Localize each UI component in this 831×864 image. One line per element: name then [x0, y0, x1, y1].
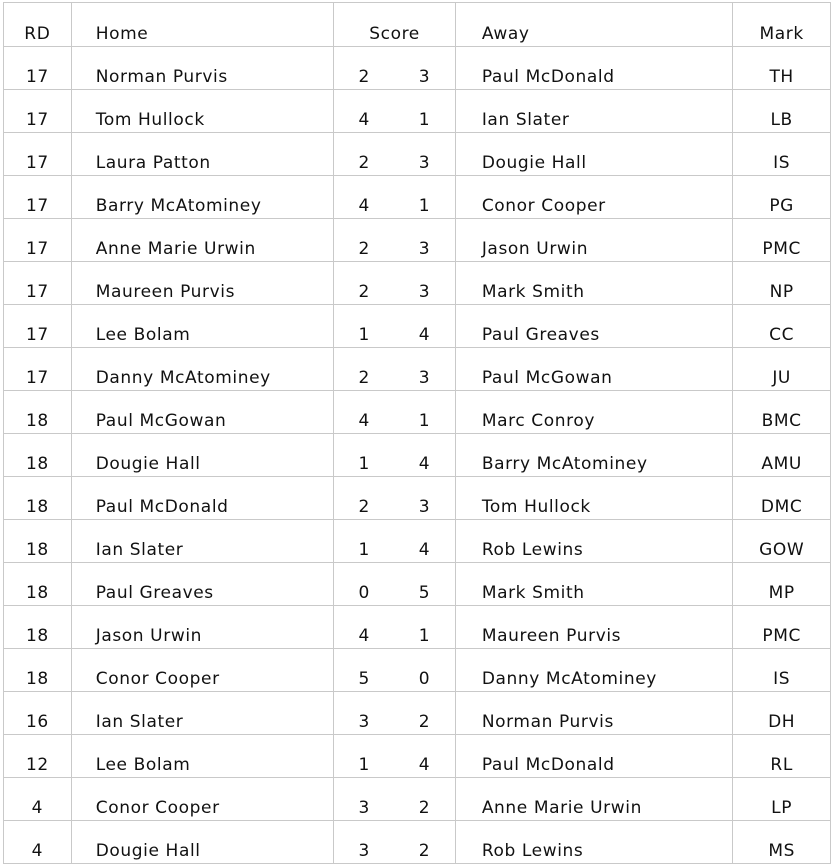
cell-away-score: 3 [394, 477, 455, 520]
cell-rd: 17 [4, 47, 72, 90]
cell-home-score: 4 [334, 606, 394, 649]
cell-away-score: 0 [394, 649, 455, 692]
header-away: Away [455, 3, 732, 47]
cell-home-score: 2 [334, 47, 394, 90]
cell-mark: PG [733, 176, 831, 219]
table-row [4, 434, 831, 477]
cell-rd: 18 [4, 606, 72, 649]
cell-home-score: 1 [334, 520, 394, 563]
cell-home-player: Norman Purvis [71, 47, 334, 90]
cell-home-player: Conor Cooper [71, 649, 334, 692]
cell-rd: 4 [4, 778, 72, 821]
cell-home-score: 2 [334, 262, 394, 305]
table-row [4, 821, 831, 864]
cell-rd: 17 [4, 133, 72, 176]
cell-away-player: Paul McGowan [455, 348, 732, 391]
cell-away-player: Danny McAtominey [455, 649, 732, 692]
cell-mark: CC [733, 305, 831, 348]
cell-home-player: Lee Bolam [71, 735, 334, 778]
cell-away-player: Ian Slater [455, 90, 732, 133]
cell-away-score: 2 [394, 821, 455, 864]
cell-rd: 18 [4, 649, 72, 692]
cell-away-score: 2 [394, 692, 455, 735]
cell-away-score: 3 [394, 262, 455, 305]
cell-away-player: Rob Lewins [455, 520, 732, 563]
cell-mark: MP [733, 563, 831, 606]
cell-away-score: 4 [394, 305, 455, 348]
cell-home-player: Dougie Hall [71, 434, 334, 477]
cell-mark: IS [733, 649, 831, 692]
table-row [4, 90, 831, 133]
cell-home-player: Dougie Hall [71, 821, 334, 864]
cell-home-score: 3 [334, 778, 394, 821]
cell-mark: GOW [733, 520, 831, 563]
cell-home-player: Tom Hullock [71, 90, 334, 133]
table-row [4, 778, 831, 821]
table-row [4, 692, 831, 735]
cell-away-player: Paul McDonald [455, 47, 732, 90]
cell-home-score: 3 [334, 692, 394, 735]
cell-away-player: Conor Cooper [455, 176, 732, 219]
cell-mark: AMU [733, 434, 831, 477]
cell-home-player: Anne Marie Urwin [71, 219, 334, 262]
cell-home-player: Danny McAtominey [71, 348, 334, 391]
cell-rd: 16 [4, 692, 72, 735]
cell-away-score: 5 [394, 563, 455, 606]
cell-mark: LP [733, 778, 831, 821]
table-row [4, 176, 831, 219]
cell-home-player: Jason Urwin [71, 606, 334, 649]
cell-away-score: 4 [394, 520, 455, 563]
table-row [4, 477, 831, 520]
header-score: Score [334, 3, 456, 47]
cell-away-player: Mark Smith [455, 563, 732, 606]
cell-away-score: 2 [394, 778, 455, 821]
cell-home-score: 4 [334, 90, 394, 133]
cell-rd: 12 [4, 735, 72, 778]
cell-rd: 17 [4, 90, 72, 133]
cell-mark: DH [733, 692, 831, 735]
cell-away-player: Maureen Purvis [455, 606, 732, 649]
cell-home-player: Ian Slater [71, 692, 334, 735]
cell-home-score: 1 [334, 434, 394, 477]
cell-rd: 4 [4, 821, 72, 864]
cell-away-player: Dougie Hall [455, 133, 732, 176]
cell-home-score: 1 [334, 305, 394, 348]
table-row [4, 735, 831, 778]
cell-mark: PMC [733, 219, 831, 262]
cell-away-player: Norman Purvis [455, 692, 732, 735]
cell-mark: DMC [733, 477, 831, 520]
table-row [4, 47, 831, 90]
table-row [4, 348, 831, 391]
cell-home-score: 3 [334, 821, 394, 864]
cell-rd: 17 [4, 348, 72, 391]
table-header [4, 3, 831, 47]
cell-rd: 18 [4, 391, 72, 434]
cell-home-player: Maureen Purvis [71, 262, 334, 305]
table-row [4, 520, 831, 563]
cell-away-score: 1 [394, 176, 455, 219]
cell-home-score: 1 [334, 735, 394, 778]
cell-away-player: Mark Smith [455, 262, 732, 305]
cell-mark: RL [733, 735, 831, 778]
cell-away-player: Barry McAtominey [455, 434, 732, 477]
cell-away-player: Rob Lewins [455, 821, 732, 864]
header-mark: Mark [733, 3, 831, 47]
cell-home-player: Paul McGowan [71, 391, 334, 434]
cell-away-player: Anne Marie Urwin [455, 778, 732, 821]
cell-away-score: 1 [394, 90, 455, 133]
cell-away-player: Paul McDonald [455, 735, 732, 778]
cell-away-score: 4 [394, 434, 455, 477]
cell-home-player: Conor Cooper [71, 778, 334, 821]
cell-away-score: 1 [394, 391, 455, 434]
cell-away-score: 1 [394, 606, 455, 649]
cell-home-score: 2 [334, 477, 394, 520]
cell-home-score: 0 [334, 563, 394, 606]
cell-mark: MS [733, 821, 831, 864]
cell-away-score: 3 [394, 219, 455, 262]
table-row [4, 262, 831, 305]
cell-mark: TH [733, 47, 831, 90]
cell-home-player: Barry McAtominey [71, 176, 334, 219]
cell-home-player: Paul Greaves [71, 563, 334, 606]
results-table [3, 2, 831, 864]
cell-rd: 17 [4, 262, 72, 305]
cell-mark: LB [733, 90, 831, 133]
cell-mark: NP [733, 262, 831, 305]
table-row [4, 606, 831, 649]
header-home: Home [71, 3, 334, 47]
table-row [4, 391, 831, 434]
cell-rd: 18 [4, 477, 72, 520]
table-row [4, 649, 831, 692]
cell-home-score: 2 [334, 219, 394, 262]
cell-mark: PMC [733, 606, 831, 649]
table-row [4, 563, 831, 606]
cell-away-score: 3 [394, 133, 455, 176]
cell-rd: 17 [4, 176, 72, 219]
header-row [4, 3, 831, 47]
cell-rd: 17 [4, 305, 72, 348]
cell-away-player: Marc Conroy [455, 391, 732, 434]
table-row [4, 133, 831, 176]
cell-away-score: 4 [394, 735, 455, 778]
cell-away-score: 3 [394, 348, 455, 391]
cell-home-player: Lee Bolam [71, 305, 334, 348]
cell-home-score: 5 [334, 649, 394, 692]
cell-mark: JU [733, 348, 831, 391]
cell-home-score: 2 [334, 348, 394, 391]
cell-away-player: Jason Urwin [455, 219, 732, 262]
cell-away-player: Paul Greaves [455, 305, 732, 348]
cell-home-score: 4 [334, 176, 394, 219]
cell-home-player: Ian Slater [71, 520, 334, 563]
header-rd: RD [4, 3, 72, 47]
table-row [4, 305, 831, 348]
cell-rd: 17 [4, 219, 72, 262]
cell-mark: IS [733, 133, 831, 176]
table-body [4, 47, 831, 864]
cell-rd: 18 [4, 520, 72, 563]
cell-home-player: Paul McDonald [71, 477, 334, 520]
table-row [4, 219, 831, 262]
cell-home-score: 4 [334, 391, 394, 434]
cell-rd: 18 [4, 434, 72, 477]
cell-rd: 18 [4, 563, 72, 606]
cell-mark: BMC [733, 391, 831, 434]
cell-away-player: Tom Hullock [455, 477, 732, 520]
cell-home-score: 2 [334, 133, 394, 176]
cell-home-player: Laura Patton [71, 133, 334, 176]
cell-away-score: 3 [394, 47, 455, 90]
